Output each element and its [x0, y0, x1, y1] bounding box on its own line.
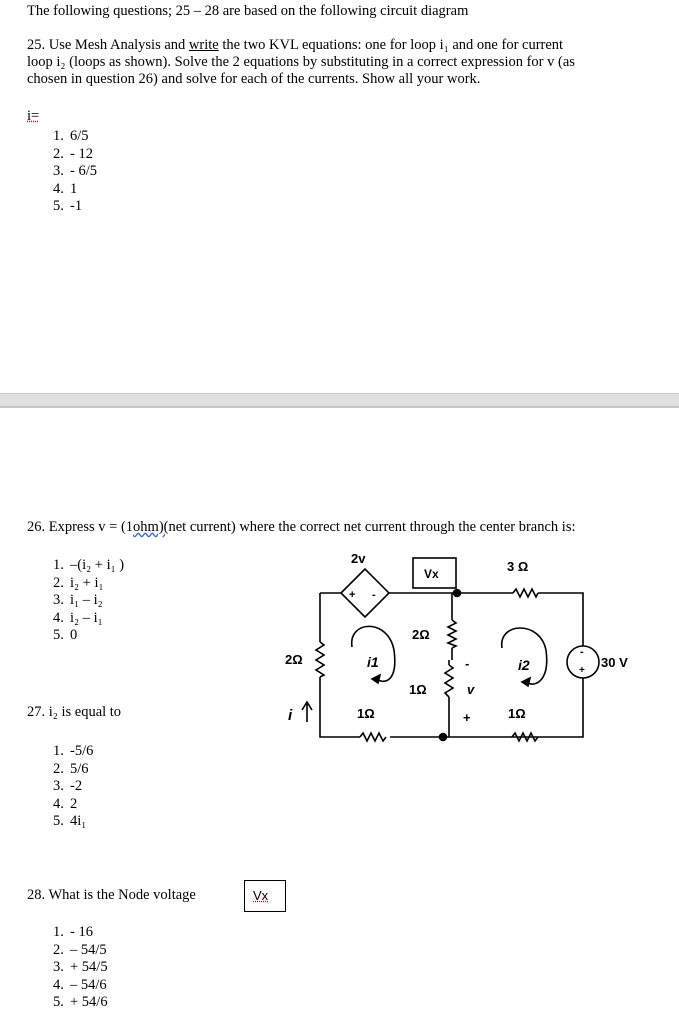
option-text: 5/6 — [70, 760, 89, 777]
option-text: + 54/6 — [70, 994, 108, 1011]
vx-label: Vx — [253, 888, 269, 903]
option-text: i₁ – i₂ — [70, 592, 103, 609]
option-text: -1 — [70, 198, 83, 215]
label-src-minus: - — [580, 646, 584, 658]
label-source: 30 V — [601, 655, 628, 670]
option-number: 1. — [53, 743, 64, 759]
intro-text: The following questions; 25 – 28 are based on the following circuit diagram — [27, 3, 469, 19]
option-text: - 16 — [70, 924, 93, 940]
option-text: - 6/5 — [70, 163, 97, 180]
q26-part: 26. Express v = (1 — [27, 519, 134, 535]
q25-text: the two KVL equations: one for loop i₁ and one for current — [218, 37, 564, 53]
option-text: - 12 — [70, 145, 93, 162]
resistor-center-2ohm — [448, 620, 456, 648]
q25-prompt: i= — [27, 108, 40, 124]
option-number: 5. — [53, 198, 64, 215]
option-text: 1 — [70, 180, 78, 197]
q25-line2: loop i₂ (loops as shown). Solve the 2 equations by substituting in a correct expression for v (as — [27, 54, 575, 70]
mesh-i2-arrowhead — [522, 678, 530, 686]
option-number: 5. — [53, 627, 64, 644]
label-dep-source: 2v — [351, 551, 366, 566]
q25-line3: chosen in question 26) and solve for each of the currents. Show all your work. — [27, 71, 481, 87]
label-r-bottom-left: 1Ω — [357, 706, 375, 721]
label-mesh-i1: i1 — [367, 654, 379, 670]
option-number: 1. — [53, 924, 64, 940]
option-number: 2. — [53, 760, 64, 777]
option-text: i₂ – i₁ — [70, 609, 103, 626]
option-text: 0 — [70, 627, 78, 644]
mesh-i1-arrowhead — [372, 675, 380, 683]
q26-part: net current) where the correct net current through the center branch is: — [168, 519, 576, 535]
option-number: 3. — [53, 959, 64, 976]
q27-text: 27. i₂ is equal to — [27, 704, 122, 720]
resistor-center-1ohm — [445, 665, 453, 697]
label-current: i — [288, 707, 293, 724]
option-text: – 54/5 — [70, 941, 107, 958]
label-r-top: 3 Ω — [507, 559, 529, 574]
label-mesh-i2: i2 — [518, 657, 530, 673]
option-number: 5. — [53, 813, 64, 830]
q28-text: 28. What is the Node voltage — [27, 887, 196, 903]
option-text: + 54/5 — [70, 959, 108, 976]
option-number: 1. — [53, 557, 64, 573]
current-arrow-icon — [302, 702, 312, 722]
option-text: -2 — [70, 778, 83, 795]
option-number: 3. — [53, 163, 64, 180]
option-number: 3. — [53, 778, 64, 795]
option-number: 4. — [53, 609, 64, 626]
option-text: 6/5 — [70, 128, 89, 144]
label-v-plus: + — [463, 710, 471, 725]
option-number: 4. — [53, 795, 64, 812]
option-number: 3. — [53, 592, 64, 609]
option-text: -5/6 — [70, 743, 94, 759]
mesh-i2-arrow-icon — [502, 628, 547, 684]
option-number: 2. — [53, 574, 64, 591]
label-r-center-top: 2Ω — [412, 627, 430, 642]
label-v-minus: - — [465, 656, 470, 671]
label-src-plus: + — [579, 665, 585, 676]
option-text: 4i₁ — [70, 813, 87, 830]
label-dep-minus: - — [372, 589, 376, 601]
label-r-left: 2Ω — [285, 652, 303, 667]
node-bottom — [440, 734, 447, 741]
resistor-left-2ohm — [316, 642, 324, 677]
q26-underlined: ohm)( — [133, 519, 169, 535]
option-number: 1. — [53, 128, 64, 144]
label-dep-plus: + — [349, 589, 356, 601]
label-r-center-bottom: 1Ω — [409, 682, 427, 697]
option-number: 2. — [53, 145, 64, 162]
option-text: –(i₂ + i₁ ) — [70, 557, 125, 573]
option-text: i₂ + i₁ — [70, 574, 104, 591]
q25-underlined: write — [188, 37, 219, 53]
option-text: – 54/6 — [70, 976, 107, 993]
resistor-3ohm — [513, 589, 538, 597]
label-r-bottom-right: 1Ω — [508, 706, 526, 721]
option-number: 5. — [53, 994, 64, 1011]
node-vx — [454, 590, 461, 597]
option-text: 2 — [70, 795, 78, 812]
q25-text: 25. Use Mesh Analysis and — [27, 37, 189, 53]
label-v: v — [467, 682, 475, 697]
option-number: 4. — [53, 180, 64, 197]
option-number: 2. — [53, 941, 64, 958]
resistor-bottom-left-1ohm — [360, 733, 386, 741]
option-number: 4. — [53, 976, 64, 993]
label-vx: Vx — [424, 567, 439, 581]
